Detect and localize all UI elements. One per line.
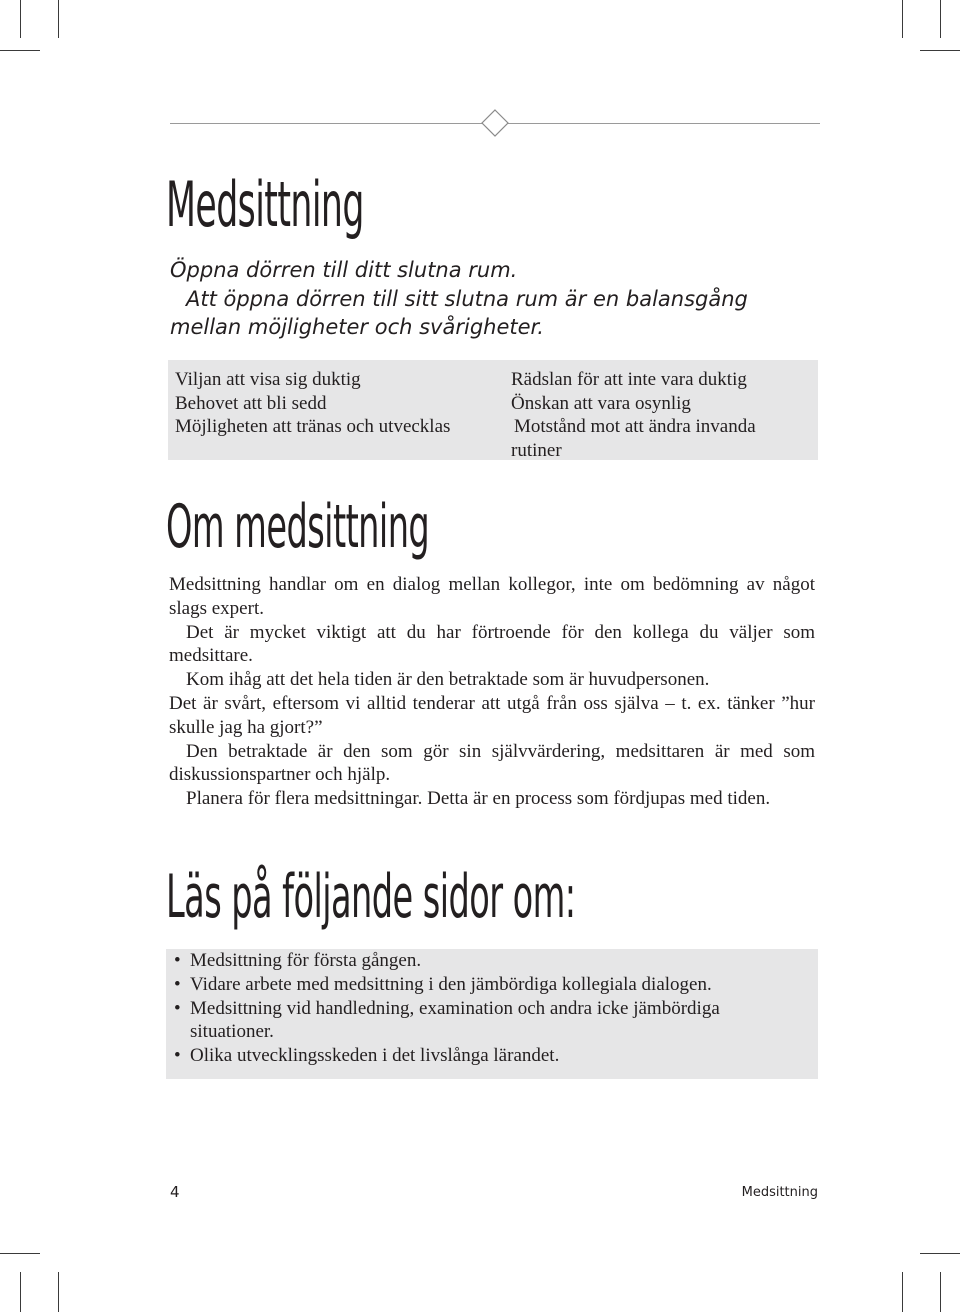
crop-mark — [920, 1253, 960, 1254]
list-item: • Olika utvecklingsskeden i det livslånga lärandet. — [174, 1044, 804, 1068]
crop-mark — [940, 0, 941, 38]
about-paragraph: Kom ihåg att det hela tiden är den betraktade som är huvudpersonen. — [186, 669, 710, 691]
intro-line-2: Att öppna dörren till sitt slutna rum är en balansgång mellan möjligheter och svårigheter. — [170, 286, 748, 339]
topics-list — [174, 949, 804, 1068]
contrast-left-column — [175, 368, 450, 439]
list-item: • Vidare arbete med medsittning i den jämbördiga kollegiala dialogen. — [174, 973, 804, 997]
crop-mark — [902, 1272, 903, 1312]
intro-line-1: Öppna dörren till ditt slutna rum. — [170, 258, 518, 282]
about-paragraph: Medsittning handlar om en dialog mellan kollegor, inte om bedömning av något slags expert. — [169, 574, 815, 619]
contrast-left-item: Möjligheten att tränas och utvecklas — [175, 416, 451, 437]
contrast-right-item: Rädslan för att inte vara duktig — [511, 369, 747, 390]
about-body — [169, 573, 815, 811]
topics-box — [166, 949, 818, 1079]
contrast-left-item: Behovet att bli sedd — [175, 392, 327, 414]
crop-mark — [920, 50, 960, 51]
contrast-right-item: Motstånd mot att ändra invanda — [514, 416, 756, 437]
crop-mark — [940, 1272, 941, 1312]
about-paragraph: Planera för flera medsittningar. Detta är en process som fördjupas med tiden. — [186, 788, 771, 810]
page-number: 4 — [170, 1183, 180, 1201]
crop-mark — [0, 50, 40, 51]
crop-mark — [902, 0, 903, 38]
crop-mark — [58, 1272, 59, 1312]
diamond-ornament-icon — [481, 109, 509, 137]
crop-mark — [20, 0, 21, 38]
intro — [170, 256, 810, 342]
section-heading-next: Läs på följande sidor om: — [166, 862, 576, 932]
crop-mark — [0, 1253, 40, 1254]
page-title: Medsittning — [166, 168, 364, 241]
contrast-right-column — [511, 368, 756, 462]
section-heading-about: Om medsittning — [166, 492, 430, 562]
list-item: • Medsittning vid handledning, examination och andra icke jämbördiga situationer. — [174, 997, 804, 1045]
running-title: Medsittning — [741, 1185, 818, 1200]
contrast-box — [168, 360, 818, 460]
about-paragraph: Det är mycket viktigt att du har förtroende för den kollega du väljer som medsittare. — [169, 621, 815, 667]
crop-mark — [20, 1272, 21, 1312]
contrast-right-item: rutiner — [511, 439, 562, 461]
about-paragraph: Det är svårt, eftersom vi alltid tenderar att utgå från oss själva – t. ex. tänker ”hur skulle jag ha gjort?” — [169, 692, 815, 738]
crop-mark — [58, 0, 59, 38]
contrast-right-item: Önskan att vara osynlig — [511, 392, 691, 414]
contrast-left-item: Viljan att visa sig duktig — [175, 369, 361, 390]
about-paragraph: Den betraktade är den som gör sin självvärdering, medsittaren är med som diskussionspartner och hjälp. — [169, 740, 815, 786]
list-item: • Medsittning för första gången. — [174, 949, 804, 973]
